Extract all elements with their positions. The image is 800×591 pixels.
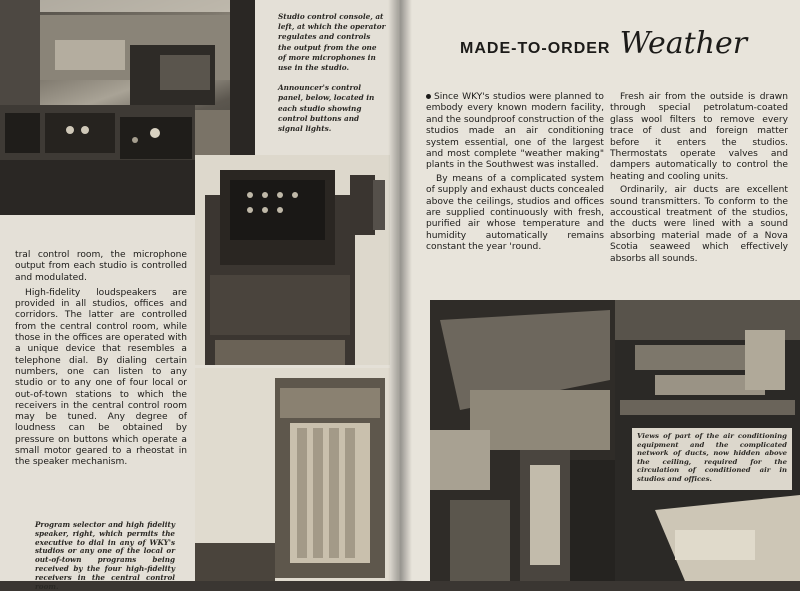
book-gutter (388, 0, 412, 581)
studio-console-caption (278, 12, 386, 144)
panel-caption-text: Announcer's control panel, below, located in each studio showing control buttons and signal lights. (278, 83, 375, 134)
console-caption-text: Studio control console, at left, at which the operator regulates and controls the output from the one of more microphones in use in the studio. (278, 12, 386, 73)
column-a-paragraph-1-text: Since WKY's studios were planned to embody every known modern facility, and the soundproof construction of the studios made an air conditioning system essential, one of the largest and most complete "weather making" plants in the Southwest was installed. (426, 92, 604, 171)
duct-caption-box (632, 428, 792, 490)
bullet-icon (426, 94, 431, 99)
column-b-paragraph-2: Ordinarily, air ducts are excellent sound transmitters. To conform to the accoustical treatment of the studios, the ducts were lined with a sound absorbing material made of a Nova Scotia seaweed which effectively absorbs all sounds. (610, 185, 788, 264)
left-paragraph-1: tral control room, the microphone output from each studio is controlled and modulated. (15, 250, 187, 283)
left-paragraph-2: High-fidelity loudspeakers are provided in all studios, offices and corridors. The latter are controlled from the central control room, while those in the offices are operated with a unique device that resembles a telephone dial. By dialing certain numbers, one can listen to any studio or to any one of four local or out-of-town stations to which the receivers in the central control room may be tuned. Any degree of loudness can be obtained by pressure on buttons which operate a small motor geared to a rheostat in the speaker mechanism. (15, 287, 187, 468)
duct-caption: Views of part of the air conditioning equipment and the complicated network of ducts, now hidden above the ceiling, required for the circulation of conditioned air in studios and offices. (637, 432, 787, 483)
air-conditioning-equipment-photo (430, 300, 615, 581)
column-a-paragraph-2: By means of a complicated system of supply and exhaust ducts concealed above the ceilings, studios and offices are supplied continuously with fresh, purified air whose temperature and humidity automatically remains constant the year 'round. (426, 173, 604, 253)
right-page (398, 0, 800, 581)
announcer-control-panel-photo (0, 105, 195, 215)
program-selector-photo (195, 155, 390, 365)
column-a-paragraph-1 (426, 92, 604, 172)
headline-made-to-order: MADE-TO-ORDER (460, 40, 611, 57)
headline-weather: Weather (619, 26, 748, 61)
program-selector-caption: Program selector and high fidelity speaker, right, which permits the executive to dial in any of WKY's studios or any one of the local or out-of-town programs being received by the four high-fidelity receivers in the central control room. (35, 520, 175, 591)
column-b (610, 92, 788, 267)
high-fidelity-speaker-photo (195, 368, 390, 581)
left-body-text (15, 250, 187, 473)
column-a (426, 92, 604, 256)
column-b-paragraph-1: Fresh air from the outside is drawn through special petrolatum-coated glass wool filters to remove every trace of dust and foreign matter before it enters the studios. Thermostats operate valves and dampers automatically to control the heating and cooling units. (610, 92, 788, 182)
left-page (0, 0, 398, 591)
headline (460, 26, 790, 61)
